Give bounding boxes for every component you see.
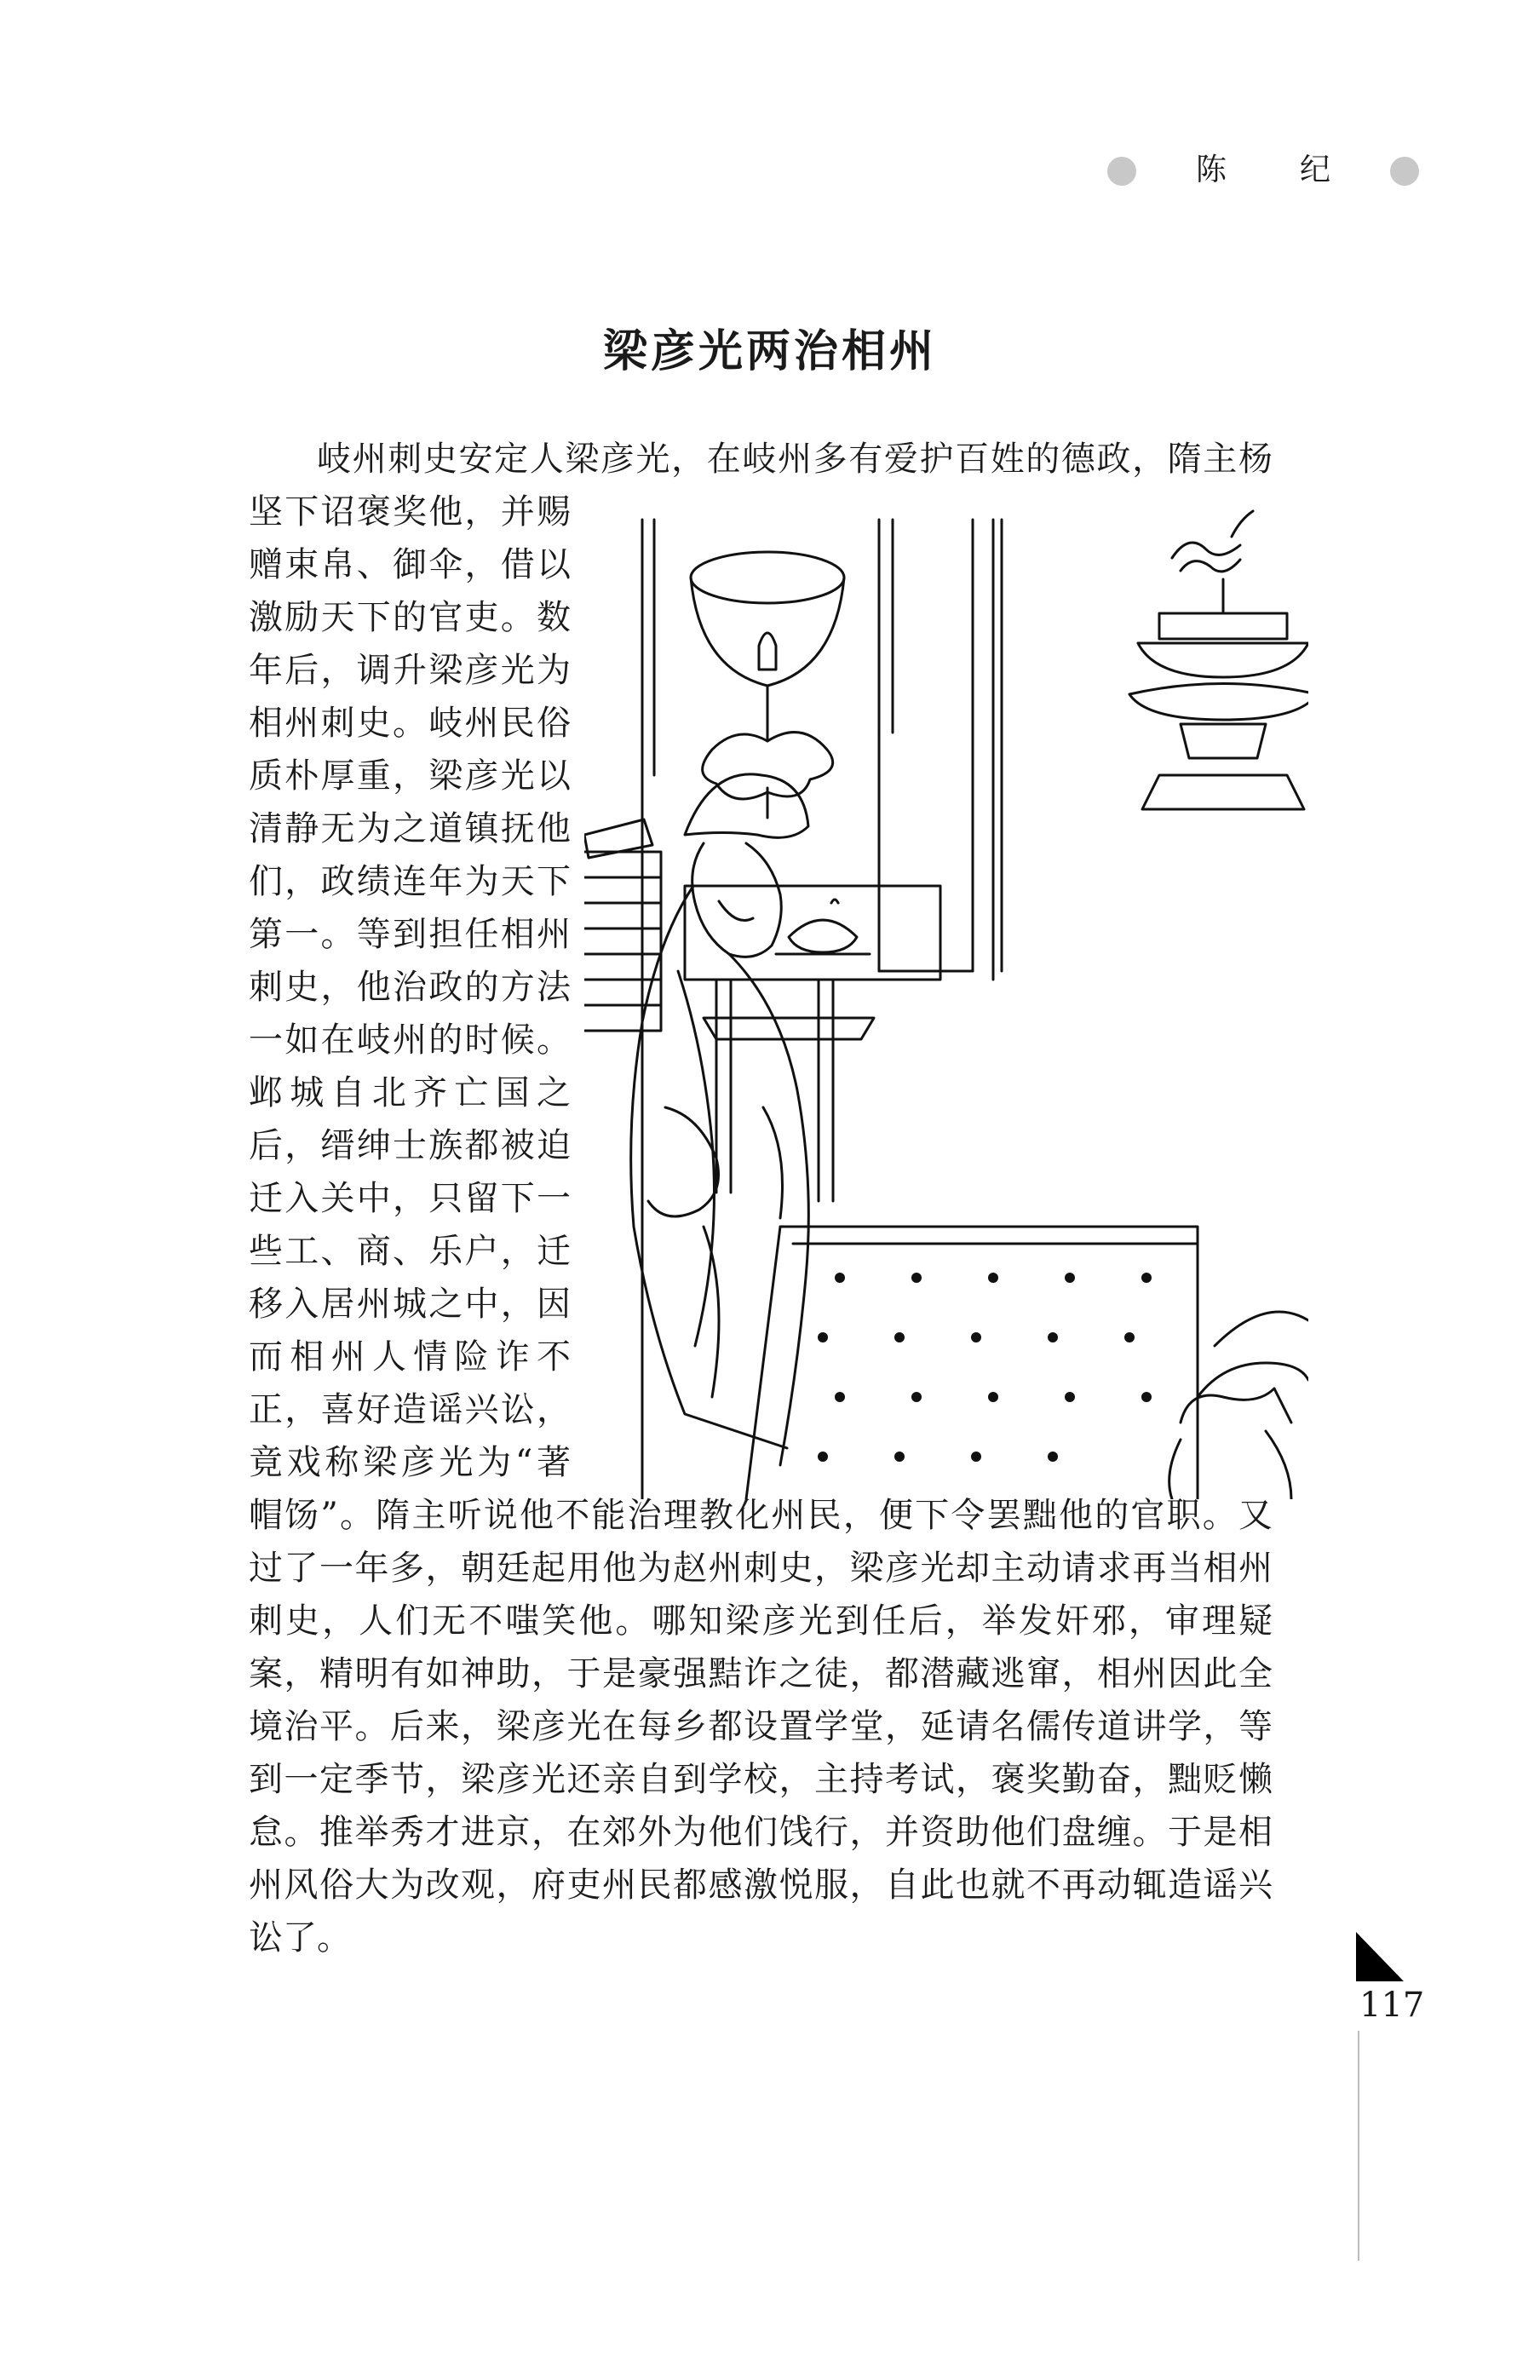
paragraph-line: 到一定季节，梁彦光还亲自到学校，主持考试，褒奖勤奋，黜贬懒 — [249, 1760, 1273, 1799]
page-number: 117 — [1359, 1986, 1425, 2025]
paragraph-line: 州风俗大为改观，府吏州民都感激悦服，自此也就不再动辄造谣兴 — [249, 1865, 1273, 1905]
header-dot-right-icon — [1390, 157, 1419, 186]
paragraph-line: 过了一年多，朝廷起用他为赵州刺史，梁彦光却主动请求再当相州 — [249, 1549, 1273, 1588]
paragraph-line: 案，精明有如神助，于是豪强黠诈之徒，都潜藏逃窜，相州因此全 — [249, 1654, 1273, 1693]
paragraph-line: 迁入关中，只留下一 — [249, 1179, 571, 1218]
paragraph-line: 们，政绩连年为天下 — [249, 862, 571, 901]
page-edge-rule — [1358, 2031, 1359, 2261]
paragraph-line: 第一。等到担任相州 — [249, 915, 571, 954]
paragraph-line: 帽饧”。隋主听说他不能治理教化州民，便下令罢黜他的官职。又 — [249, 1496, 1273, 1535]
paragraph-line: 坚下诏褒奖他，并赐 — [249, 492, 571, 532]
paragraph-line: 竟戏称梁彦光为“著 — [249, 1443, 571, 1482]
illustration-official-at-desk — [584, 494, 1308, 1499]
header-chapter-char-1: 陈 — [1196, 152, 1227, 187]
paragraph-line: 刺史，他治政的方法 — [249, 968, 571, 1007]
paragraph-line: 清静无为之道镇抚他 — [249, 809, 571, 848]
running-header — [1107, 150, 1431, 191]
paragraph-line: 一如在岐州的时候。 — [249, 1020, 571, 1060]
paragraph-line: 讼了。 — [249, 1918, 351, 1957]
paragraph-line: 相州刺史。岐州民俗 — [249, 704, 571, 743]
paragraph-line: 些工、商、乐户，迁 — [249, 1232, 571, 1271]
paragraph-line: 刺史，人们无不嗤笑他。哪知梁彦光到任后，举发奸邪，审理疑 — [249, 1601, 1273, 1641]
header-chapter-char-2: 纪 — [1300, 152, 1331, 187]
article-title: 梁彦光两治相州 — [602, 326, 937, 377]
paragraph-line: 激励天下的官吏。数 — [249, 598, 571, 637]
paragraph-line: 邺城自北齐亡国之 — [249, 1073, 571, 1112]
paragraph-line: 境治平。后来，梁彦光在每乡都设置学堂，延请名儒传道讲学，等 — [249, 1707, 1273, 1746]
paragraph-line: 正，喜好造谣兴讼， — [249, 1390, 571, 1429]
page-corner-triangle-icon — [1356, 1932, 1404, 1981]
paragraph-line: 赠束帛、御伞，借以 — [249, 545, 571, 584]
paragraph-line: 怠。推举秀才进京，在郊外为他们饯行，并资助他们盘缠。于是相 — [249, 1813, 1273, 1852]
paragraph-line: 后，缙绅士族都被迫 — [249, 1126, 571, 1165]
paragraph-line: 岐州刺史安定人梁彦光，在岐州多有爱护百姓的德政，隋主杨 — [317, 440, 1273, 479]
header-dot-left-icon — [1107, 157, 1136, 186]
paragraph-line: 而相州人情险诈不 — [249, 1337, 571, 1377]
paragraph-line: 年后，调升梁彦光为 — [249, 651, 571, 690]
paragraph-line: 移入居州城之中，因 — [249, 1285, 571, 1324]
paragraph-line: 质朴厚重，梁彦光以 — [249, 756, 571, 796]
